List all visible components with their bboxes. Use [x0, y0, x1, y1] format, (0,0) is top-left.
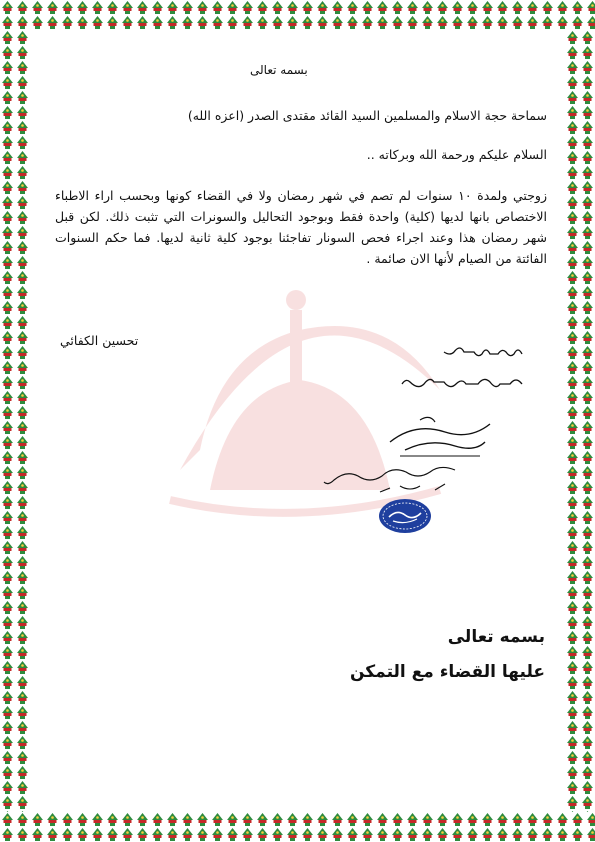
ruling-header: بسمه تعالى — [447, 627, 545, 647]
decorative-border-top — [0, 0, 595, 30]
decorative-border-bottom — [0, 812, 595, 842]
handwritten-date — [320, 462, 460, 496]
handwritten-answer-line2 — [400, 372, 525, 394]
letter-address: سماحة حجة الاسلام والمسلمين السيد القائد مقتدى الصدر (اعزه الله) — [187, 108, 547, 123]
letter-body: زوجتي ولمدة ١٠ سنوات لم تصم في شهر رمضان ولا في القضاء كونها وبحسب اراء الاطباء الاختصاص بانها لديها (كلية) واحدة فقط وبوجود التحاليل والسونرات التي تثبت ذلك. لكن قبل شهر رمضان هذا وعند اجراء فحص السونار تفاجئنا بوجود كلية ثانية لديها. فما حكم السنوات الفائتة من الصيام لأنها الان صائمة . — [55, 188, 547, 266]
letter-title: بسمه تعالى — [250, 63, 308, 77]
sender-name: تحسين الكفائي — [60, 333, 139, 348]
letter-greeting: السلام عليكم ورحمة الله وبركاته .. — [366, 147, 547, 162]
official-seal — [377, 497, 433, 535]
decorative-border-left — [0, 30, 30, 812]
signature — [385, 412, 495, 462]
decorative-border-right — [565, 30, 595, 812]
handwritten-answer-line1 — [440, 340, 525, 362]
ruling-text: عليها القضاء مع التمكن — [350, 662, 545, 682]
